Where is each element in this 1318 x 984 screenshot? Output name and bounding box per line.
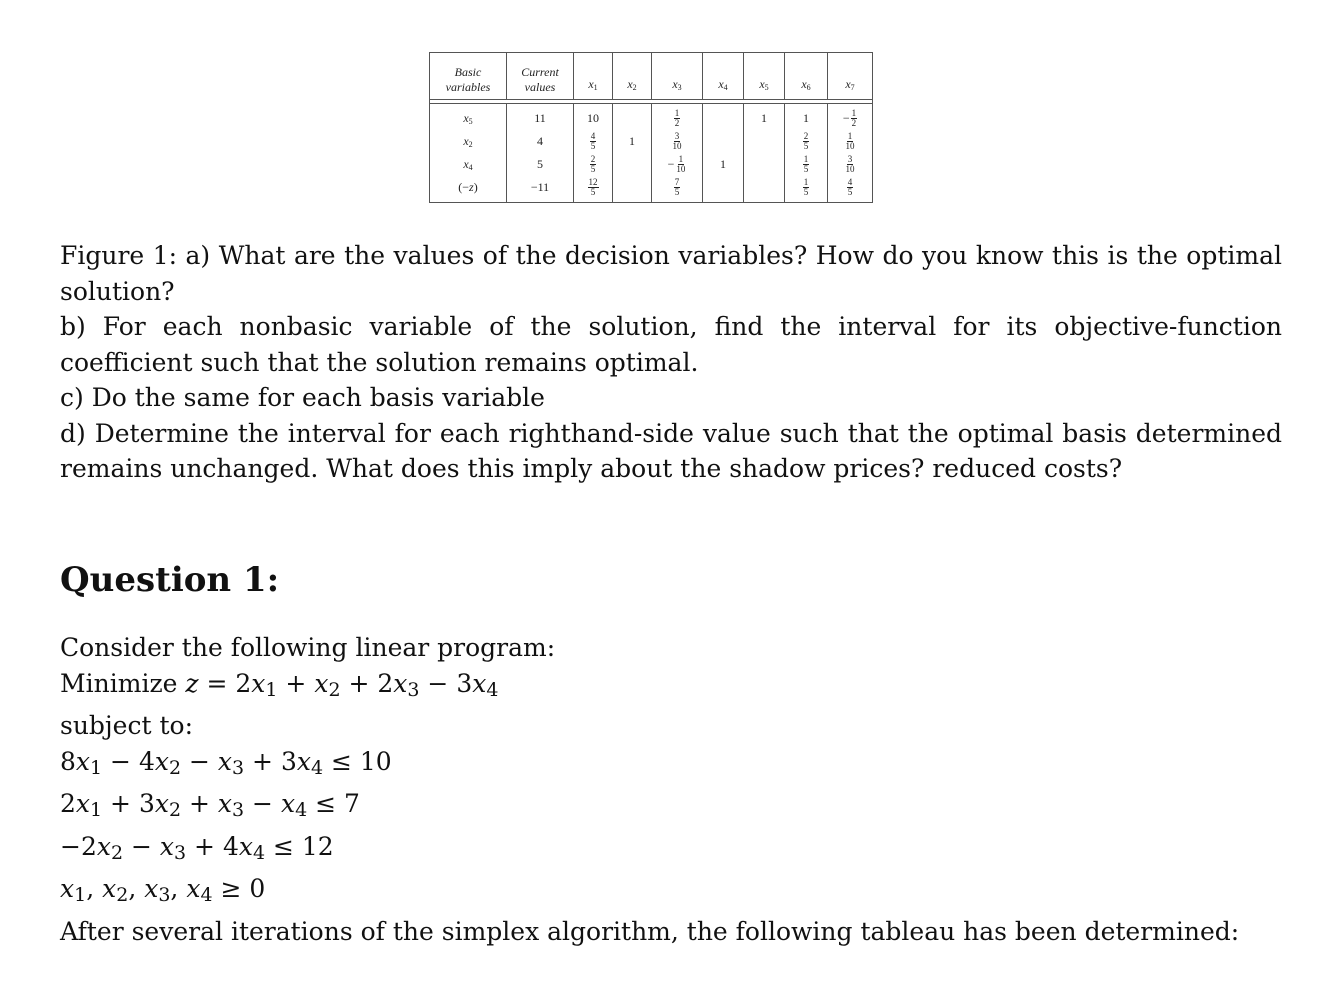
tableau-cell — [744, 153, 785, 176]
tableau-cell: $\frac{12}{5}$ — [574, 176, 613, 203]
question-intro: Consider the following linear program: — [60, 633, 556, 662]
tableau-cell: 1 — [703, 153, 744, 176]
question-closing: After several iterations of the simplex algorithm, the following tableau has been determined: — [60, 916, 1240, 946]
tableau-header-row — [430, 53, 873, 100]
tableau-cell: − $\frac{1}{2}$ — [828, 104, 873, 131]
tableau-cell: 4 — [507, 130, 574, 153]
tableau-cell: $\frac{3}{10}$ — [652, 130, 703, 153]
objective-function: Minimize z = 2x1 + x2 + 2x3 − 3x4 — [60, 668, 499, 701]
tableau-cell: 11 — [507, 104, 574, 131]
tableau-cell: $\frac{2}{5}$ — [785, 130, 828, 153]
tableau-cell — [703, 104, 744, 131]
tableau-header-x3: $x_3$ — [652, 53, 703, 100]
tableau-row — [430, 130, 873, 153]
subject-to-label: subject to: — [60, 711, 193, 740]
tableau-cell: 5 — [507, 153, 574, 176]
caption-part-a: Figure 1: a) What are the values of the decision variables? How do you know this is the optimal solution? — [60, 241, 1282, 306]
tableau-cell: 1 — [785, 104, 828, 131]
tableau-cell — [613, 153, 652, 176]
question-heading: Question 1: — [60, 560, 280, 600]
tableau-cell: 10 — [574, 104, 613, 131]
tableau-cell: $\frac{1}{10}$ — [828, 130, 873, 153]
tableau-header-x2: $x_2$ — [613, 53, 652, 100]
constraint-1: 8x1 − 4x2 − x3 + 3x4 ≤ 10 — [60, 746, 392, 779]
tableau-cell: $\frac{3}{10}$ — [828, 153, 873, 176]
tableau-cell: 1 — [613, 130, 652, 153]
tableau-body — [430, 104, 873, 203]
tableau-row — [430, 153, 873, 176]
constraint-3: −2x2 − x3 + 4x4 ≤ 12 — [60, 831, 334, 864]
simplex-tableau — [429, 52, 873, 203]
tableau-row — [430, 176, 873, 203]
basic-variable-cell: (−z) — [430, 176, 507, 203]
tableau-header-x7: $x_7$ — [828, 53, 873, 100]
basic-variable-cell: $x_4$ — [430, 153, 507, 176]
tableau-cell — [744, 176, 785, 203]
tableau-cell: $\frac{1}{5}$ — [785, 153, 828, 176]
tableau-cell — [613, 176, 652, 203]
question-body — [60, 630, 1282, 949]
tableau-cell: $\frac{1}{5}$ — [785, 176, 828, 203]
basic-variable-cell: $x_5$ — [430, 104, 507, 131]
basic-variable-cell: $x_2$ — [430, 130, 507, 153]
tableau-cell: $\frac{4}{5}$ — [574, 130, 613, 153]
tableau-cell — [703, 176, 744, 203]
caption-part-b: b) For each nonbasic variable of the solution, find the interval for its objective-function coefficient such that the solution remains optimal. — [60, 312, 1282, 377]
tableau-cell: −11 — [507, 176, 574, 203]
tableau-cell — [613, 104, 652, 131]
tableau-cell: $\frac{2}{5}$ — [574, 153, 613, 176]
tableau-header-x4: $x_4$ — [703, 53, 744, 100]
constraint-2: 2x1 + 3x2 + x3 − x4 ≤ 7 — [60, 789, 360, 821]
tableau-header-x6: $x_6$ — [785, 53, 828, 100]
caption-part-c: c) Do the same for each basis variable — [60, 383, 545, 412]
tableau-cell: $\frac{4}{5}$ — [828, 176, 873, 203]
tableau-cell — [744, 130, 785, 153]
figure-caption — [60, 238, 1282, 487]
tableau-header-current-values: Current values — [507, 53, 574, 100]
tableau-cell: − $\frac{1}{10}$ — [652, 153, 703, 176]
tableau-cell — [703, 130, 744, 153]
tableau-header-basic-variables: Basic variables — [430, 53, 507, 100]
nonnegativity-constraint: x1, x2, x3, x4 ≥ 0 — [60, 874, 266, 906]
tableau-header-x1: $x_1$ — [574, 53, 613, 100]
caption-part-d: d) Determine the interval for each righthand-side value such that the optimal basis determined remains unchanged. What does this imply about the shadow prices? reduced costs? — [60, 418, 1282, 483]
tableau-cell: $\frac{1}{2}$ — [652, 104, 703, 131]
tableau-cell: 1 — [744, 104, 785, 131]
tableau-header-x5: $x_5$ — [744, 53, 785, 100]
tableau-cell: $\frac{7}{5}$ — [652, 176, 703, 203]
tableau-row — [430, 104, 873, 131]
